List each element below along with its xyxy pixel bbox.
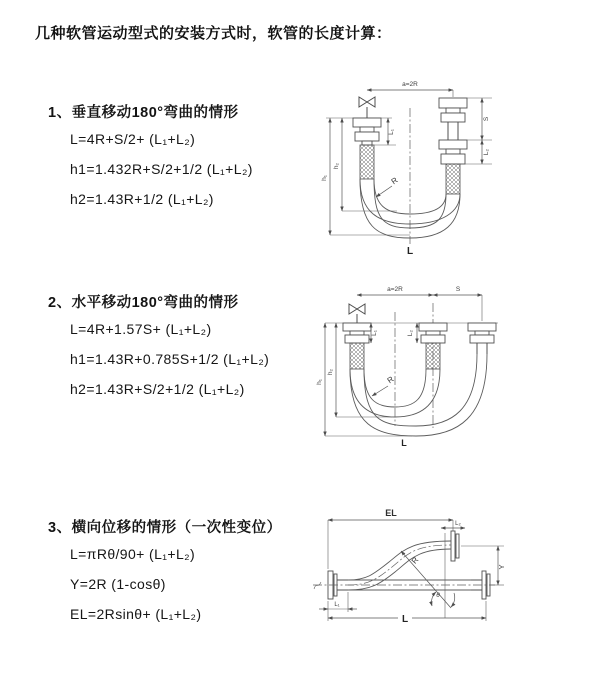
dim-label-l2: L₂ — [483, 148, 490, 156]
dim-label-l2: L₂ — [407, 329, 414, 337]
dim-label-y: Y — [497, 564, 506, 570]
section-3-heading: 3、横向位移的情形（一次性变位） — [48, 520, 282, 536]
section-1-heading: 1、垂直移动180°弯曲的情形 — [48, 105, 239, 121]
radius-callout — [372, 374, 396, 396]
section-lateral-displacement — [48, 516, 282, 624]
braided-hose-section — [350, 343, 364, 369]
dim-el — [328, 508, 453, 569]
dim-a2r — [367, 81, 453, 97]
section-horizontal-movement — [48, 291, 269, 399]
dim-label-l1: L₁ — [371, 330, 378, 336]
braided-hose-section — [426, 343, 440, 369]
dim-label-a2r: a=2R — [387, 286, 403, 293]
left-hose-fitting — [353, 118, 381, 179]
dim-label-a2r: a=2R — [402, 81, 418, 88]
dim-label-l1: L₁ — [388, 129, 395, 135]
formula-y: Y=2R (1-cosθ) — [70, 576, 166, 592]
dim-label-r: R — [389, 175, 400, 187]
right-hose-fitting — [439, 98, 467, 194]
formula-h1: h1=1.432R+S/2+1/2 (L₁+L₂) — [70, 161, 253, 177]
valve-icon — [359, 97, 375, 118]
diagram-vertical-180-bend — [312, 66, 594, 258]
pipe-break-mark — [314, 582, 321, 589]
page-title: 几种软管运动型式的安装方式时，软管的长度计算： — [35, 25, 392, 42]
braided-hose-section — [446, 164, 460, 194]
formula-h1: h1=1.43R+0.785S+1/2 (L₁+L₂) — [70, 351, 270, 367]
dim-label-h2: h₂ — [333, 162, 340, 170]
dim-label-l-total: L — [401, 438, 407, 448]
dim-label-s: S — [483, 116, 490, 122]
section-2-heading: 2、水平移动180°弯曲的情形 — [48, 295, 239, 311]
dim-l2 — [407, 323, 417, 343]
formula-l: L=4R+S/2+ (L₁+L₂) — [70, 131, 196, 147]
dim-l2 — [482, 140, 490, 164]
dim-label-theta: θ — [436, 592, 440, 599]
section-vertical-movement — [48, 101, 253, 209]
formula-el: EL=2Rsinθ+ (L₁+L₂) — [70, 606, 202, 622]
formula-h2: h2=1.43R+1/2 (L₁+L₂) — [70, 191, 214, 207]
dim-label-r: R — [385, 374, 396, 386]
dim-label-h1: h₁ — [316, 379, 323, 385]
upper-flange — [451, 531, 459, 561]
formula-h2: h2=1.43R+S/2+1/2 (L₁+L₂) — [70, 381, 245, 397]
dim-label-r: R — [409, 555, 421, 566]
dim-a2r — [357, 286, 433, 295]
diagram-lateral-displacement — [305, 505, 600, 640]
braided-hose-section — [360, 145, 374, 179]
dim-s — [482, 98, 490, 140]
dim-l-total — [328, 601, 486, 625]
right-hose-fitting — [468, 323, 496, 354]
dim-label-el: EL — [385, 508, 397, 518]
dim-label-l1: L₁ — [334, 602, 340, 608]
hose-u-bend — [350, 354, 487, 436]
dim-s — [433, 286, 482, 321]
s-curve-hose — [348, 541, 451, 590]
radius-callout — [376, 175, 400, 197]
formula-l: L=4R+1.57S+ (L₁+L₂) — [70, 321, 212, 337]
dim-label-l2: L₂ — [455, 521, 461, 527]
dim-label-l-total: L — [406, 246, 414, 257]
middle-hose-fitting — [419, 323, 447, 369]
dim-l1 — [319, 592, 357, 612]
dim-label-s: S — [455, 286, 461, 293]
dim-label-l: L — [401, 614, 409, 625]
dim-l1 — [371, 323, 378, 343]
formula-l: L=πRθ/90+ (L₁+L₂) — [70, 546, 196, 562]
dim-label-h1: h₁ — [321, 175, 328, 181]
radius-callout — [401, 551, 451, 608]
left-hose-fitting — [343, 323, 371, 369]
diagram-horizontal-180-bend — [312, 276, 600, 448]
dim-label-h2: h₂ — [327, 368, 334, 376]
pipe-centerline — [313, 582, 495, 589]
valve-icon — [349, 304, 365, 323]
